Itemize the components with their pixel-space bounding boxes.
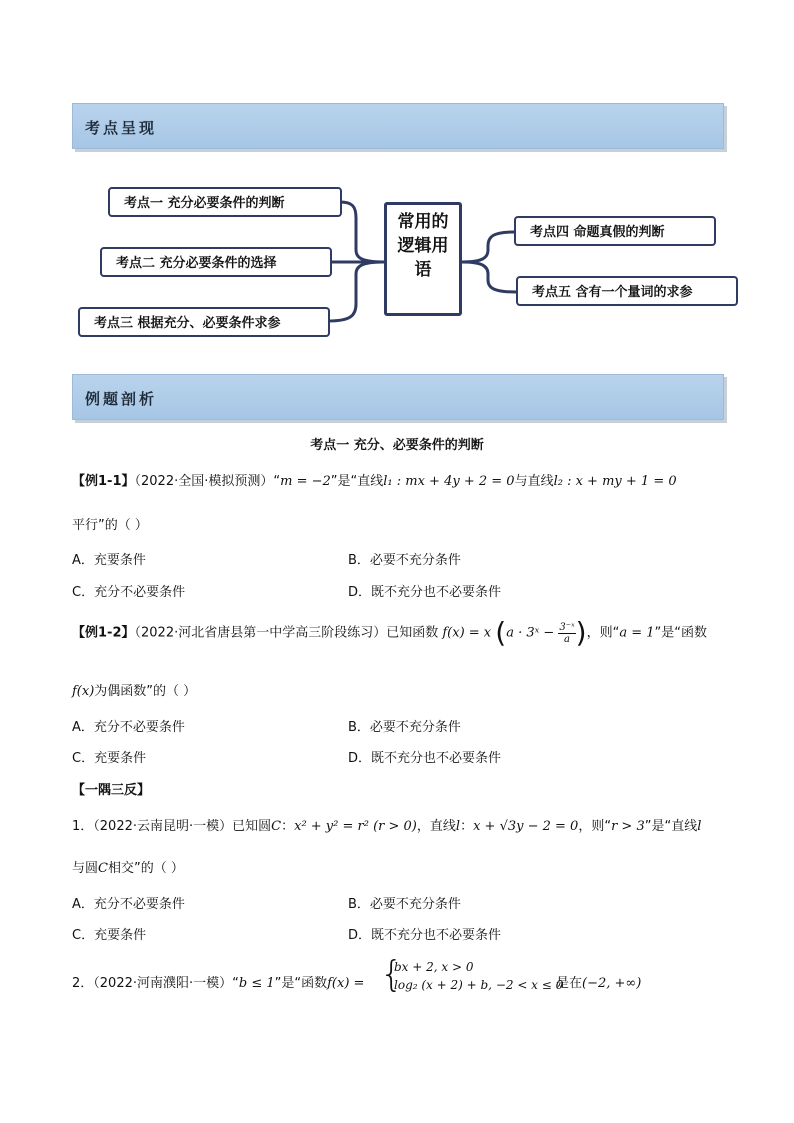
text: 相交”的（ ） [107,861,184,876]
question-source: （2022·云南昆明·一模）已知圆 [93,819,272,834]
text: ”是“直线 [644,819,698,834]
option-a: A．充分不必要条件 [72,897,185,912]
option-b: B．必要不充分条件 [348,720,461,735]
quote: “ [273,474,281,489]
text: ，则“ [586,625,620,641]
text: ”是“直线 [330,474,384,489]
option-a: A．充要条件 [72,553,146,568]
practice-1-question-cont [72,857,184,876]
paren-open: ( [495,616,507,649]
math-line-eq: x + √3y − 2 = 0 [473,819,579,834]
fraction-denominator: a [564,633,570,645]
math-circle-eq: x² + y² = r² (r > 0) [294,819,417,834]
text: 与直线 [514,474,554,489]
example-source: （2022·河北省唐县第一中学高三阶段练习）已知函数 [134,625,439,641]
text: ，直线 [416,819,456,834]
paren-close: ) [575,616,587,649]
math-c: C [271,819,282,834]
math-line-2: l₂ : x + my + 1 = 0 [553,474,677,489]
mindmap-node-2 [100,247,332,277]
mindmap-node-5 [516,276,738,306]
math-l: l [697,819,702,834]
option-c: C．充要条件 [72,751,147,766]
mindmap-node-label: 考点五 含有一个量词的求参 [532,285,693,300]
question-number: 1． [72,819,94,834]
mindmap-center-label: 常用的逻辑用语 [397,212,449,280]
math-r: r > 3 [611,819,645,834]
practice-2-question-tail [556,972,641,991]
fraction [558,622,575,645]
mindmap-node-label: 考点一 充分必要条件的判断 [124,196,285,211]
example-source: （2022·全国·模拟预测） [134,474,274,489]
example-1-1-question-cont: 平行”的（ ） [72,518,148,533]
mindmap-center-node [384,202,462,316]
math-m: m = −2 [280,474,331,489]
practice-heading: 【一隅三反】 [72,783,151,798]
text: 是在 [556,976,583,991]
text: ： [460,819,474,834]
section-title: 考点一 充分、必要条件的判断 [310,438,484,453]
math-fx: f(x) = x [442,625,492,641]
banner-label: 例题剖析 [85,390,158,408]
mindmap-node-4 [514,216,716,246]
example-tag: 【例1-1】 [72,474,135,489]
example-tag: 【例1-2】 [72,625,135,641]
case-1: bx + 2, x > 0 [394,960,474,974]
example-1-2-question [72,618,707,649]
option-d: D．既不充分也不必要条件 [348,928,502,943]
math-fx: f(x) = [327,976,365,991]
math-l: l [455,819,461,834]
practice-2-question [72,972,364,991]
question-source: （2022·河南濮阳·一模）“ [93,976,239,991]
example-1-1-question [72,470,677,489]
math-fx: f(x) [72,684,95,699]
text: 为偶函数”的（ ） [94,684,197,699]
fraction-numerator: 3⁻ˣ [559,621,575,633]
option-b: B．必要不充分条件 [348,897,461,912]
math-line-1: l₁ : mx + 4y + 2 = 0 [383,474,515,489]
text: 与圆 [72,861,99,876]
text: ： [281,819,295,834]
question-number: 2． [72,976,94,991]
option-c: C．充分不必要条件 [72,585,186,600]
math-interval: (−2, +∞) [582,976,642,991]
practice-1-question [72,815,701,834]
option-d: D．既不充分也不必要条件 [348,751,502,766]
option-b: B．必要不充分条件 [348,553,461,568]
mindmap-node-label: 考点四 命题真假的判断 [530,225,665,240]
text: ，则“ [578,819,612,834]
mindmap-node-label: 考点三 根据充分、必要条件求参 [94,316,281,331]
option-d: D．既不充分也不必要条件 [348,585,502,600]
text: ”是“函数 [274,976,328,991]
example-1-2-question-cont [72,680,196,699]
option-c: C．充要条件 [72,928,147,943]
math-inner: a · 3ˣ − [506,625,555,641]
mindmap-node-label: 考点二 充分必要条件的选择 [116,256,277,271]
banner-label: 考点呈现 [85,119,158,137]
mindmap-node-3 [78,307,330,337]
math-a: a = 1 [619,625,655,641]
text: ”是“函数 [654,625,707,641]
mindmap-node-1 [108,187,342,217]
case-2: log₂ (x + 2) + b, −2 < x ≤ 0 [394,978,564,992]
section-banner-examples [72,374,724,420]
option-a: A．充分不必要条件 [72,720,185,735]
math-c: C [98,861,108,876]
brace: { [380,954,403,995]
math-b: b ≤ 1 [238,976,275,991]
